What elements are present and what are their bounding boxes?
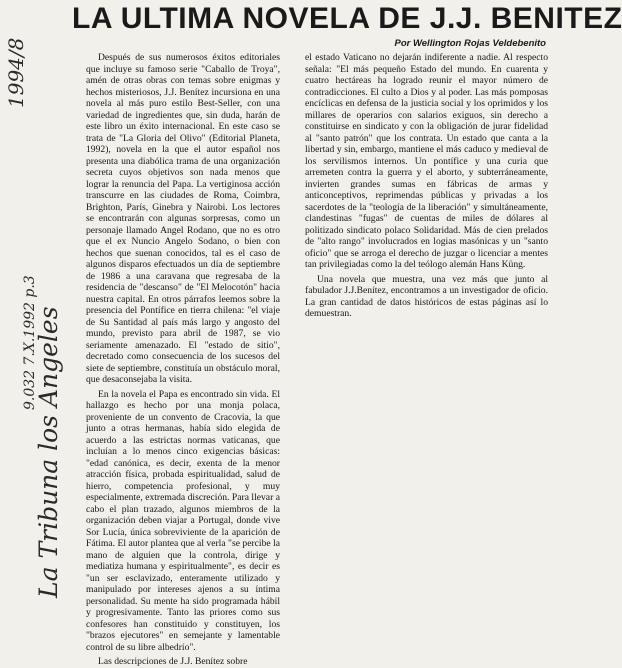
article-column-right bbox=[305, 52, 548, 320]
article-headline: LA ULTIMA NOVELA DE J.J. BENITEZ bbox=[72, 2, 622, 35]
handwritten-note-date: 9.032 7.X.1992 p.3 bbox=[22, 275, 38, 410]
article-column-left bbox=[86, 52, 280, 668]
handwritten-note-top: 1994/8 bbox=[4, 37, 28, 108]
paragraph: el estado Vaticano no dejarán indiferente a nadie. Al respecto señala: "El más pequeño Estado del mundo. En cuarenta y cuatro hectáreas ha logrado reunir el mayor número de contradicciones. El culto a Dios y al poder. Las más pomposas encíclicas en defensa de la justicia social y los oprimidos y los millares de operarios con salarios exiguos, sin derecho a constituirse en sindicato y con la obligación de jurar fidelidad al "santo patrón" que los contrata. Un estado que canta a la libertad y sin, embargo, mantiene el más caduco y medieval de los servilismos internos. Un pontífice y una curia que arremeten contra la guerra y el aborto, y subterráneamente, invierten grandes sumas en fábricas de armas y anticonceptivos, reprimendas públicas y privadas a los sacerdotes de la "teología de la liberación" y simultáneamente, clandestinas "fugas" de cuentas de miles de dólares al politizado sindicato polaco Solidaridad. Más de cien prelados de "alto rango" involucrados en logias masónicas y un "santo oficio" que se arroga el derecho de juzgar o licenciar a mentes tan privilegiadas como la del teólogo alemán Hans Küng. bbox=[305, 52, 548, 270]
paragraph: En la novela el Papa es encontrado sin vida. El hallazgo es hecho por una monja polaca, proveniente de un convento de Cracovia, la que junto a otras hermanas, había sido elegida de acuerdo a las estrictas normas vaticanas, que incluían a lo menos cinco exigencias básicas: "edad canónica, es decir, exenta de la menor atracción física, probada espiritualidad, salud de hierro, competencia profesional, y muy especialmente, extremada discreción. Para llevar a cabo el plan trazado, algunos miembros de la organización deben viajar a Portugal, donde vive Sor Lucía, única sobreviviente de la aparición de Fátima. El autor plantea que al verla "se percibe la mano de alguien que la controla, dirige y mediatiza humana y espiritualmente", es decir es "un ser esclavizado, enteramente utilizado y manipulado por intereses ajenos a su íntima personalidad. Su mente ha sido programada hábil y progresivamente. Tanto las priores como sus confesores han constituido y constituyen, los "brazos ejecutores" en semejante y lamentable control de su libre albedrío". bbox=[86, 388, 280, 653]
paragraph: Las descripciones de J.J. Benítez sobre bbox=[98, 656, 248, 667]
handwritten-note-source: La Tribuna los Angeles bbox=[34, 306, 63, 598]
paragraph: Una novela que muestra, una vez más que junto al fabulador J.J.Benítez, encontramos a un investigador de oficio. La gran cantidad de datos históricos de estas páginas así lo demuestran. bbox=[305, 273, 548, 319]
paragraph: Después de sus numerosos éxitos editoriales que incluye su famoso serie "Caballo de Troya", amén de otras obras con temas sobre enigmas y hechos misteriosos, J.J. Benítez incursiona en una novela al más puro estilo Best-Seller, con una variedad de ingredientes que, sin duda, harán de este libro un éxito internacional. En este caso se trata de "La Gloria del Olivo" (Editorial Planeta, 1992), novela en la que el autor español nos presenta una diabólica trama de una organización secreta cuyos objetivos son nada menos que lograr la renuncia del Papa. La vertiginosa acción transcurre en las ciudades de Roma, Coimbra, Brighton, París, Ginebra y Nairobi. Los lectores se encontrarán con algunas sorpresas, como un personaje llamado Angel Rodano, que no es otro que el ex Nuncio Angelo Sodano, o bien con hechos que suenan conocidos, tal es el caso de algunos disparos efectuados un día de septiembre de 1986 a una caravana que regresaba de la residencia de "descanso" de "El Melocotón" hacia nuestra capital. En otros párrafos leemos sobre la presencia del Pontífice en tierra chilena: "el viaje de Su Santidad al país más largo y angosto del mundo, previsto para abril de 1987, se vio seriamente amenazado. El "estado de sitio", decretado como consecuencia de los sucesos del siete de septiembre, constituía un obstáculo moral, que desaconsejaba la visita. bbox=[86, 52, 280, 385]
article-byline: Por Wellington Rojas Veldebenito bbox=[394, 38, 546, 49]
